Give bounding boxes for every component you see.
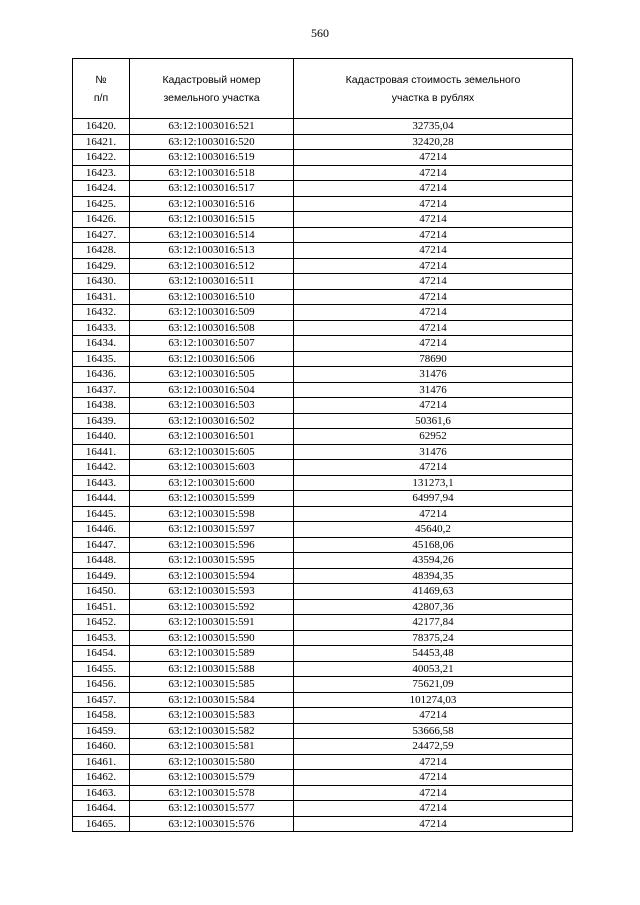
row-number-cell: 16465. [73,816,130,832]
cadastral-number-cell: 63:12:1003016:515 [130,212,294,228]
cadastral-value-cell: 47214 [294,801,573,817]
table-row [73,785,573,801]
row-number-cell: 16446. [73,522,130,538]
row-number-cell: 16422. [73,150,130,166]
table-row [73,134,573,150]
cadastral-value-cell: 43594,26 [294,553,573,569]
cadastral-number-cell: 63:12:1003015:584 [130,692,294,708]
cadastral-number-cell: 63:12:1003015:581 [130,739,294,755]
table-row [73,320,573,336]
cadastral-value-cell: 47214 [294,181,573,197]
cadastral-value-cell: 47214 [294,274,573,290]
row-number-cell: 16449. [73,568,130,584]
row-number-cell: 16433. [73,320,130,336]
cadastral-number-cell: 63:12:1003016:507 [130,336,294,352]
row-number-cell: 16445. [73,506,130,522]
table-row [73,119,573,135]
table-row [73,289,573,305]
table-row [73,227,573,243]
cadastral-number-cell: 63:12:1003016:516 [130,196,294,212]
cadastral-value-cell: 47214 [294,708,573,724]
row-number-cell: 16439. [73,413,130,429]
cadastral-number-cell: 63:12:1003016:501 [130,429,294,445]
table-row [73,754,573,770]
table-body [73,119,573,832]
row-number-cell: 16450. [73,584,130,600]
cadastral-number-cell: 63:12:1003015:585 [130,677,294,693]
header-row-number: № п/п [73,59,130,119]
table-row [73,444,573,460]
table-row [73,630,573,646]
cadastral-value-cell: 64997,94 [294,491,573,507]
cadastral-number-cell: 63:12:1003016:502 [130,413,294,429]
row-number-cell: 16463. [73,785,130,801]
row-number-cell: 16430. [73,274,130,290]
page-number: 560 [311,26,329,40]
table-row [73,723,573,739]
cadastral-value-cell: 47214 [294,165,573,181]
table-row [73,615,573,631]
table-row [73,522,573,538]
table-row [73,305,573,321]
cadastral-value-cell: 47214 [294,770,573,786]
cadastral-value-table [72,58,573,832]
row-number-cell: 16456. [73,677,130,693]
row-number-cell: 16451. [73,599,130,615]
table-row [73,646,573,662]
cadastral-value-cell: 40053,21 [294,661,573,677]
cadastral-number-cell: 63:12:1003016:518 [130,165,294,181]
row-number-cell: 16453. [73,630,130,646]
cadastral-value-cell: 47214 [294,506,573,522]
table-row [73,367,573,383]
cadastral-value-cell: 47214 [294,305,573,321]
cadastral-number-cell: 63:12:1003015:580 [130,754,294,770]
cadastral-value-cell: 32420,28 [294,134,573,150]
cadastral-value-cell: 45168,06 [294,537,573,553]
row-number-cell: 16457. [73,692,130,708]
cadastral-value-cell: 131273,1 [294,475,573,491]
table-row [73,708,573,724]
cadastral-value-cell: 48394,35 [294,568,573,584]
row-number-cell: 16421. [73,134,130,150]
cadastral-value-cell: 41469,63 [294,584,573,600]
cadastral-number-cell: 63:12:1003015:582 [130,723,294,739]
cadastral-number-cell: 63:12:1003015:596 [130,537,294,553]
cadastral-value-cell: 31476 [294,444,573,460]
table-row [73,537,573,553]
table-row [73,398,573,414]
row-number-cell: 16442. [73,460,130,476]
cadastral-value-cell: 54453,48 [294,646,573,662]
cadastral-number-cell: 63:12:1003016:510 [130,289,294,305]
row-number-cell: 16447. [73,537,130,553]
cadastral-value-cell: 32735,04 [294,119,573,135]
row-number-cell: 16434. [73,336,130,352]
row-number-cell: 16441. [73,444,130,460]
row-number-cell: 16426. [73,212,130,228]
cadastral-number-cell: 63:12:1003016:519 [130,150,294,166]
row-number-cell: 16464. [73,801,130,817]
row-number-cell: 16459. [73,723,130,739]
cadastral-value-cell: 47214 [294,150,573,166]
cadastral-number-cell: 63:12:1003015:599 [130,491,294,507]
cadastral-value-cell: 47214 [294,212,573,228]
cadastral-number-cell: 63:12:1003016:514 [130,227,294,243]
cadastral-number-cell: 63:12:1003015:578 [130,785,294,801]
table-row [73,475,573,491]
cadastral-value-cell: 42177,84 [294,615,573,631]
cadastral-number-cell: 63:12:1003016:504 [130,382,294,398]
table-row [73,584,573,600]
cadastral-value-cell: 47214 [294,289,573,305]
cadastral-value-cell: 24472,59 [294,739,573,755]
cadastral-number-cell: 63:12:1003015:589 [130,646,294,662]
table-row [73,460,573,476]
cadastral-value-cell: 53666,58 [294,723,573,739]
cadastral-number-cell: 63:12:1003015:588 [130,661,294,677]
row-number-cell: 16440. [73,429,130,445]
cadastral-number-cell: 63:12:1003015:600 [130,475,294,491]
row-number-cell: 16438. [73,398,130,414]
cadastral-number-cell: 63:12:1003016:509 [130,305,294,321]
row-number-cell: 16458. [73,708,130,724]
table-header [73,59,573,119]
row-number-cell: 16429. [73,258,130,274]
header-row [73,59,573,119]
cadastral-number-cell: 63:12:1003015:594 [130,568,294,584]
row-number-cell: 16455. [73,661,130,677]
cadastral-value-cell: 47214 [294,336,573,352]
cadastral-number-cell: 63:12:1003015:579 [130,770,294,786]
cadastral-value-cell: 47214 [294,785,573,801]
table-row [73,692,573,708]
cadastral-value-cell: 75621,09 [294,677,573,693]
cadastral-number-cell: 63:12:1003016:503 [130,398,294,414]
row-number-cell: 16424. [73,181,130,197]
row-number-cell: 16462. [73,770,130,786]
cadastral-number-cell: 63:12:1003015:591 [130,615,294,631]
table-row [73,165,573,181]
cadastral-number-cell: 63:12:1003015:595 [130,553,294,569]
table-row [73,801,573,817]
cadastral-number-cell: 63:12:1003016:513 [130,243,294,259]
cadastral-value-cell: 42807,36 [294,599,573,615]
cadastral-number-cell: 63:12:1003016:511 [130,274,294,290]
row-number-cell: 16436. [73,367,130,383]
cadastral-value-cell: 78690 [294,351,573,367]
cadastral-value-cell: 47214 [294,460,573,476]
row-number-cell: 16425. [73,196,130,212]
row-number-cell: 16461. [73,754,130,770]
row-number-cell: 16437. [73,382,130,398]
cadastral-value-cell: 62952 [294,429,573,445]
row-number-cell: 16428. [73,243,130,259]
table-row [73,506,573,522]
cadastral-value-cell: 31476 [294,382,573,398]
cadastral-value-cell: 47214 [294,816,573,832]
cadastral-value-cell: 101274,03 [294,692,573,708]
table-row [73,181,573,197]
cadastral-number-cell: 63:12:1003015:592 [130,599,294,615]
table-row [73,677,573,693]
cadastral-value-cell: 31476 [294,367,573,383]
row-number-cell: 16432. [73,305,130,321]
table-row [73,336,573,352]
cadastral-value-cell: 47214 [294,754,573,770]
cadastral-number-cell: 63:12:1003016:505 [130,367,294,383]
table-row [73,274,573,290]
cadastral-number-cell: 63:12:1003015:590 [130,630,294,646]
row-number-cell: 16444. [73,491,130,507]
cadastral-number-cell: 63:12:1003015:603 [130,460,294,476]
table-row [73,351,573,367]
row-number-cell: 16460. [73,739,130,755]
cadastral-number-cell: 63:12:1003015:598 [130,506,294,522]
cadastral-number-cell: 63:12:1003015:577 [130,801,294,817]
cadastral-value-cell: 50361,6 [294,413,573,429]
table-row [73,770,573,786]
cadastral-value-cell: 47214 [294,196,573,212]
cadastral-number-cell: 63:12:1003016:520 [130,134,294,150]
cadastral-number-cell: 63:12:1003016:521 [130,119,294,135]
row-number-cell: 16443. [73,475,130,491]
row-number-cell: 16454. [73,646,130,662]
table-row [73,491,573,507]
cadastral-value-cell: 45640,2 [294,522,573,538]
header-cadastral-value: Кадастровая стоимость земельного участка в рублях [294,59,573,119]
table-row [73,212,573,228]
cadastral-number-cell: 63:12:1003016:508 [130,320,294,336]
cadastral-number-cell: 63:12:1003015:605 [130,444,294,460]
table-row [73,429,573,445]
header-cadastral-number: Кадастровый номер земельного участка [130,59,294,119]
table-row [73,553,573,569]
cadastral-number-cell: 63:12:1003016:512 [130,258,294,274]
table-row [73,382,573,398]
table-row [73,196,573,212]
row-number-cell: 16427. [73,227,130,243]
cadastral-number-cell: 63:12:1003015:583 [130,708,294,724]
cadastral-number-cell: 63:12:1003015:593 [130,584,294,600]
row-number-cell: 16420. [73,119,130,135]
cadastral-value-cell: 47214 [294,227,573,243]
cadastral-value-cell: 47214 [294,398,573,414]
row-number-cell: 16435. [73,351,130,367]
cadastral-number-cell: 63:12:1003016:506 [130,351,294,367]
cadastral-number-cell: 63:12:1003015:576 [130,816,294,832]
table-row [73,661,573,677]
row-number-cell: 16448. [73,553,130,569]
table-row [73,816,573,832]
table-row [73,568,573,584]
cadastral-number-cell: 63:12:1003015:597 [130,522,294,538]
cadastral-value-cell: 47214 [294,243,573,259]
row-number-cell: 16423. [73,165,130,181]
cadastral-number-cell: 63:12:1003016:517 [130,181,294,197]
row-number-cell: 16431. [73,289,130,305]
table-row [73,150,573,166]
table-row [73,243,573,259]
table-row [73,258,573,274]
table-row [73,413,573,429]
cadastral-value-cell: 47214 [294,258,573,274]
cadastral-value-cell: 78375,24 [294,630,573,646]
row-number-cell: 16452. [73,615,130,631]
table-row [73,599,573,615]
table-row [73,739,573,755]
cadastral-value-cell: 47214 [294,320,573,336]
